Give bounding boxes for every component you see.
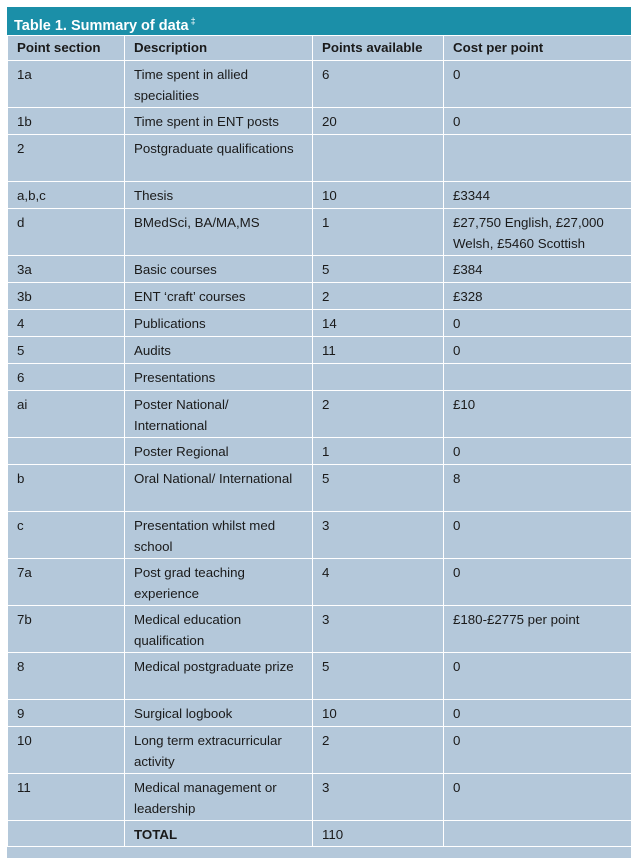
points-available-cell: 6 xyxy=(313,61,444,108)
table-row xyxy=(8,774,632,821)
table-row xyxy=(8,337,632,364)
description-cell: Postgraduate qualifications xyxy=(125,135,313,182)
description-cell: ENT ‘craft’ courses xyxy=(125,283,313,310)
point-section-cell: 8 xyxy=(8,653,125,700)
cost-per-point-cell: £180-£2775 per point xyxy=(444,606,632,653)
point-section-cell: d xyxy=(8,209,125,256)
description-cell: Poster Regional xyxy=(125,438,313,465)
description-cell: Oral National/ International xyxy=(125,465,313,512)
points-available-cell: 110 xyxy=(313,821,444,847)
point-section-cell: a,b,c xyxy=(8,182,125,209)
description-cell: BMedSci, BA/MA,MS xyxy=(125,209,313,256)
table-row xyxy=(8,364,632,391)
header-cost-per-point: Cost per point xyxy=(444,36,632,61)
description-cell: Medical postgraduate prize xyxy=(125,653,313,700)
points-available-cell: 11 xyxy=(313,337,444,364)
header-description: Description xyxy=(125,36,313,61)
table-row xyxy=(8,653,632,700)
table-container xyxy=(7,7,631,858)
description-cell: Thesis xyxy=(125,182,313,209)
table-row xyxy=(8,606,632,653)
point-section-cell: 1a xyxy=(8,61,125,108)
cost-per-point-cell: 0 xyxy=(444,108,632,135)
point-section-cell: 9 xyxy=(8,700,125,727)
cost-per-point-cell: 0 xyxy=(444,61,632,108)
header-points-available: Points available xyxy=(313,36,444,61)
table-row xyxy=(8,283,632,310)
point-section-cell: 4 xyxy=(8,310,125,337)
points-available-cell: 3 xyxy=(313,512,444,559)
points-available-cell: 2 xyxy=(313,727,444,774)
description-cell: Medical management or leadership xyxy=(125,774,313,821)
description-cell: Long term extracurricular activity xyxy=(125,727,313,774)
table-row xyxy=(8,108,632,135)
description-cell: Medical education qualification xyxy=(125,606,313,653)
cost-per-point-cell: £384 xyxy=(444,256,632,283)
points-available-cell xyxy=(313,135,444,182)
table-row xyxy=(8,512,632,559)
point-section-cell: b xyxy=(8,465,125,512)
header-point-section: Point section xyxy=(8,36,125,61)
point-section-cell: 7b xyxy=(8,606,125,653)
cost-per-point-cell: 0 xyxy=(444,727,632,774)
point-section-cell: 7a xyxy=(8,559,125,606)
table-row xyxy=(8,821,632,847)
points-available-cell: 10 xyxy=(313,700,444,727)
cost-per-point-cell: 0 xyxy=(444,512,632,559)
description-cell: Publications xyxy=(125,310,313,337)
point-section-cell: 11 xyxy=(8,774,125,821)
points-available-cell: 1 xyxy=(313,438,444,465)
description-cell: Audits xyxy=(125,337,313,364)
point-section-cell: 6 xyxy=(8,364,125,391)
point-section-cell: c xyxy=(8,512,125,559)
description-cell: Time spent in allied specialities xyxy=(125,61,313,108)
cost-per-point-cell: £3344 xyxy=(444,182,632,209)
description-cell: Presentation whilst med school xyxy=(125,512,313,559)
table-row xyxy=(8,61,632,108)
table-row xyxy=(8,465,632,512)
table-row xyxy=(8,256,632,283)
cost-per-point-cell xyxy=(444,135,632,182)
summary-table xyxy=(7,35,632,847)
cost-per-point-cell xyxy=(444,364,632,391)
points-available-cell: 2 xyxy=(313,391,444,438)
points-available-cell: 1 xyxy=(313,209,444,256)
points-available-cell: 3 xyxy=(313,606,444,653)
point-section-cell xyxy=(8,438,125,465)
cost-per-point-cell: 8 xyxy=(444,465,632,512)
cost-per-point-cell: £10 xyxy=(444,391,632,438)
description-cell: Surgical logbook xyxy=(125,700,313,727)
point-section-cell xyxy=(8,821,125,847)
table-row xyxy=(8,438,632,465)
description-cell: TOTAL xyxy=(125,821,313,847)
points-available-cell: 4 xyxy=(313,559,444,606)
table-row xyxy=(8,727,632,774)
points-available-cell: 5 xyxy=(313,465,444,512)
description-cell: Basic courses xyxy=(125,256,313,283)
table-row xyxy=(8,310,632,337)
points-available-cell: 10 xyxy=(313,182,444,209)
point-section-cell: 5 xyxy=(8,337,125,364)
point-section-cell: 2 xyxy=(8,135,125,182)
cost-per-point-cell xyxy=(444,821,632,847)
cost-per-point-cell: 0 xyxy=(444,438,632,465)
points-available-cell: 20 xyxy=(313,108,444,135)
point-section-cell: 10 xyxy=(8,727,125,774)
cost-per-point-cell: 0 xyxy=(444,774,632,821)
point-section-cell: 3b xyxy=(8,283,125,310)
cost-per-point-cell: 0 xyxy=(444,337,632,364)
cost-per-point-cell: £27,750 English, £27,000 Welsh, £5460 Scottish xyxy=(444,209,632,256)
cost-per-point-cell: 0 xyxy=(444,310,632,337)
cost-per-point-cell: £328 xyxy=(444,283,632,310)
points-available-cell: 14 xyxy=(313,310,444,337)
table-row xyxy=(8,209,632,256)
table-row xyxy=(8,391,632,438)
header-row xyxy=(8,36,632,61)
points-available-cell: 3 xyxy=(313,774,444,821)
cost-per-point-cell: 0 xyxy=(444,700,632,727)
description-cell: Presentations xyxy=(125,364,313,391)
table-row xyxy=(8,559,632,606)
description-cell: Time spent in ENT posts xyxy=(125,108,313,135)
table-title-bar xyxy=(7,7,631,35)
point-section-cell: 1b xyxy=(8,108,125,135)
points-available-cell: 5 xyxy=(313,256,444,283)
description-cell: Poster National/ International xyxy=(125,391,313,438)
description-cell: Post grad teaching experience xyxy=(125,559,313,606)
point-section-cell: 3a xyxy=(8,256,125,283)
cost-per-point-cell: 0 xyxy=(444,559,632,606)
title-footnote-mark: ‡ xyxy=(190,16,196,26)
points-available-cell: 2 xyxy=(313,283,444,310)
table-row xyxy=(8,182,632,209)
points-available-cell: 5 xyxy=(313,653,444,700)
cost-per-point-cell: 0 xyxy=(444,653,632,700)
table-title: Table 1. Summary of data xyxy=(14,18,189,34)
table-row xyxy=(8,700,632,727)
table-row xyxy=(8,135,632,182)
points-available-cell xyxy=(313,364,444,391)
table-body xyxy=(8,61,632,847)
point-section-cell: ai xyxy=(8,391,125,438)
